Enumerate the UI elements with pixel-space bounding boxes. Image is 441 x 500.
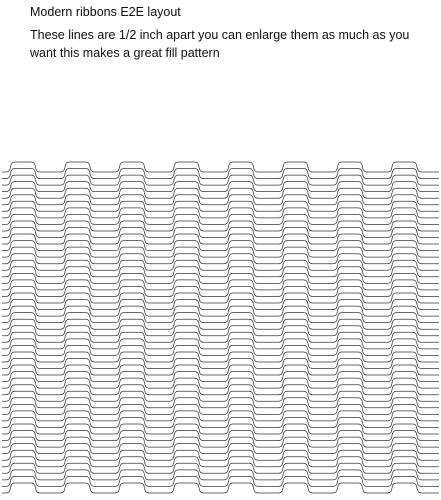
document-description: These lines are 1/2 inch apart you can enlarge them as much as you want this makes a great fill pattern [30, 28, 410, 60]
ribbon-line [0, 483, 441, 493]
ribbon-lines [0, 162, 441, 493]
document-title: Modern ribbons E2E layout [30, 5, 181, 19]
